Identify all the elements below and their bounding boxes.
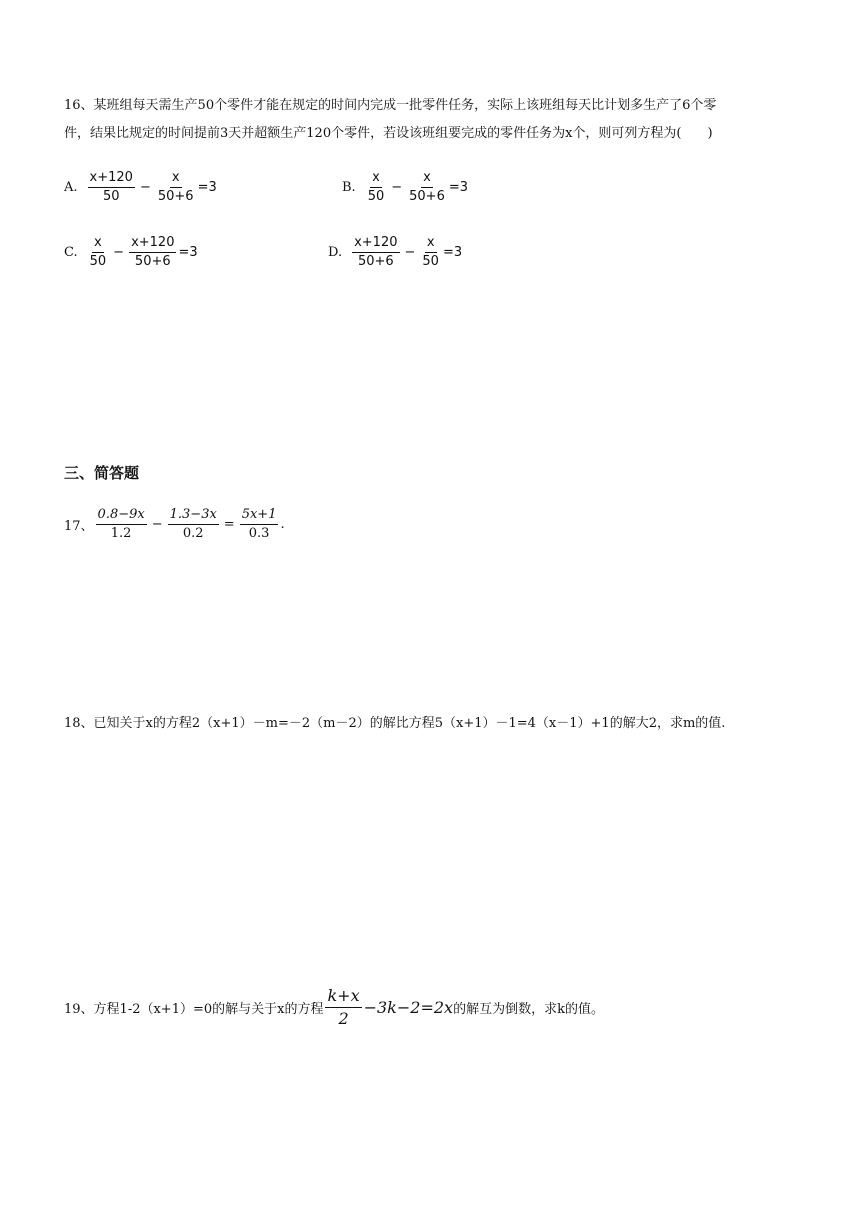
fraction xyxy=(168,507,219,542)
denominator: 50+6 xyxy=(134,254,171,269)
operator: − xyxy=(139,180,151,195)
option-label: C. xyxy=(64,245,78,260)
numerator: x+120 xyxy=(352,235,399,253)
q16-option-c xyxy=(64,235,198,270)
fraction xyxy=(88,170,135,205)
denominator: 50 xyxy=(367,189,385,204)
denominator: 50 xyxy=(89,254,107,269)
denominator: 50+6 xyxy=(157,189,194,204)
rhs: =3 xyxy=(197,180,217,195)
rhs: =3 xyxy=(178,245,198,260)
fraction xyxy=(352,235,399,270)
option-label: B. xyxy=(342,180,356,195)
numerator: 0.8−9x xyxy=(96,507,147,525)
numerator: x xyxy=(421,170,433,188)
denominator: 50 xyxy=(102,189,120,204)
denominator: 1.2 xyxy=(110,526,132,541)
numerator: x xyxy=(425,235,437,253)
q16-option-d xyxy=(328,235,462,270)
fraction xyxy=(366,170,387,205)
numerator: x xyxy=(370,170,382,188)
denominator: 50 xyxy=(422,254,439,269)
q16-option-b xyxy=(342,170,468,205)
q18-text: 18、已知关于x的方程2（x+1）－m=－2（m－2）的解比方程5（x+1）－1=4（x－1）+1的解大2，求m的值. xyxy=(64,716,726,731)
q19-text xyxy=(64,986,604,1029)
fraction xyxy=(407,170,447,205)
fraction xyxy=(156,170,196,205)
equation-rest: −3k−2=2x xyxy=(363,998,454,1017)
numerator: x+120 xyxy=(88,170,135,188)
denominator: 50+6 xyxy=(409,189,445,204)
rhs: =3 xyxy=(442,245,463,260)
q16-option-a xyxy=(64,170,217,205)
period: . xyxy=(280,517,285,532)
operator: − xyxy=(113,245,125,260)
operator: − xyxy=(391,180,403,195)
rhs: =3 xyxy=(448,180,469,195)
numerator: 1.3−3x xyxy=(168,507,219,525)
fraction xyxy=(129,235,176,270)
operator: − xyxy=(151,517,163,532)
operator: − xyxy=(404,245,416,260)
fraction xyxy=(88,235,109,270)
section-heading: 三、简答题 xyxy=(64,464,140,482)
q17-number: 17、 xyxy=(64,519,94,534)
numerator: x xyxy=(170,170,182,188)
q17-equation xyxy=(64,507,285,542)
q16-line-2: 件，结果比规定的时间提前3天并超额生产120个零件，若设该班组要完成的零件任务为x个，则可列方程为( ) xyxy=(64,126,713,141)
denominator: 0.3 xyxy=(248,526,270,541)
fraction xyxy=(96,507,147,542)
numerator: x+120 xyxy=(129,235,176,253)
fraction xyxy=(420,235,441,270)
option-label: D. xyxy=(328,245,343,260)
q19-prefix: 19、方程1-2（x+1）=0的解与关于x的方程 xyxy=(64,1002,324,1017)
option-label: A. xyxy=(64,180,78,195)
denominator: 2 xyxy=(338,1009,349,1028)
equals-sign: = xyxy=(223,517,235,532)
numerator: x xyxy=(92,235,104,253)
numerator: k+x xyxy=(325,986,361,1008)
numerator: 5x+1 xyxy=(240,507,279,525)
denominator: 50+6 xyxy=(357,254,394,269)
q16-line-1: 16、某班组每天需生产50个零件才能在规定的时间内完成一批零件任务，实际上该班组每天比计划多生产了6个零 xyxy=(64,98,717,113)
fraction xyxy=(240,507,279,542)
fraction xyxy=(325,986,361,1029)
q19-suffix: 的解互为倒数，求k的值。 xyxy=(453,1002,604,1017)
denominator: 0.2 xyxy=(182,526,204,541)
